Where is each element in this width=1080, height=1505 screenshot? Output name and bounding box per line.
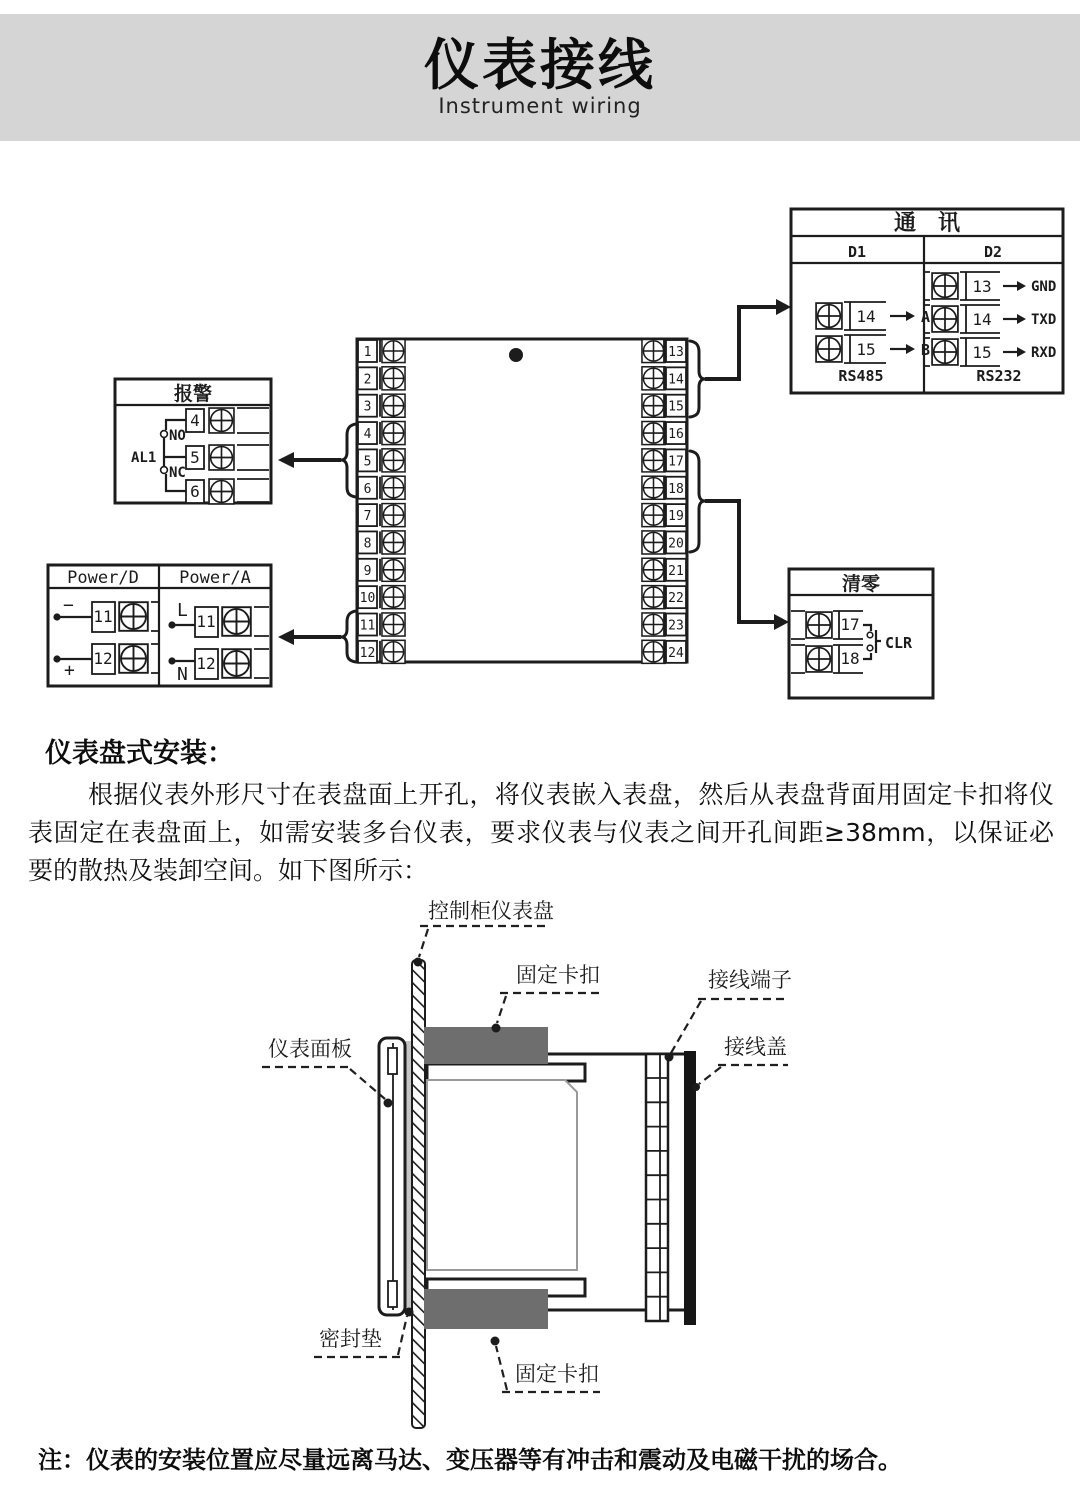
alarm-relay-label: AL1 [131,450,157,466]
terminal-number: 8 [363,536,372,552]
footnote: 注：仪表的安装位置应尽量远离马达、变压器等有冲击和震动及电磁干扰的场合。 [38,1446,902,1474]
comm-terminal-number: 13 [972,277,992,296]
screw-terminal-icon [382,339,405,362]
comm-terminal-number: 15 [856,340,876,359]
terminal-number: 20 [668,536,684,552]
screw-terminal-icon [642,339,665,362]
alarm-terminal-number: 5 [190,448,200,467]
connection-alarm [278,452,341,468]
screw-terminal-icon [642,640,665,663]
screw-terminal-icon [642,422,665,445]
comm-signal-label: RXD [1031,345,1057,361]
title-band [0,14,1080,141]
label-fixing-clip-top [492,963,601,1033]
install-paragraph: 根据仪表外形尺寸在表盘面上开孔，将仪表嵌入表盘，然后从表盘背面用固定卡扣将仪表固定在表盘面上，如需安装多台仪表，要求仪表与仪表之间开孔间距≥38mm，以保证必要的散热及装卸空间。如下图所示： [28,780,1054,885]
terminal-number: 24 [668,645,684,661]
comm-terminal-number: 14 [856,307,876,326]
power-line-symbol: L [177,600,188,621]
screw-terminal-icon [642,367,665,390]
terminal-number: 16 [668,427,684,443]
installation-diagram [250,885,830,1435]
comm-terminal-number: 15 [972,343,992,362]
terminal-number: 11 [359,618,376,634]
brace-17-20 [690,451,705,552]
svg-text:固定卡扣: 固定卡扣 [515,1362,599,1386]
terminal-number: 7 [363,509,372,525]
screw-terminal-icon [642,586,665,609]
power-a-header: Power/A [179,568,251,588]
terminal-number: 23 [668,618,684,634]
screw-terminal-icon [382,504,405,527]
screw-terminal-icon [382,531,405,554]
screw-terminal-icon [642,449,665,472]
screw-terminal-icon [382,586,405,609]
svg-text:固定卡扣: 固定卡扣 [516,963,600,987]
brace-11-12 [341,611,356,662]
clear-switch-label: CLR [885,634,913,652]
power-d-header: Power/D [67,568,139,588]
clip-rail-top [427,1064,585,1081]
alarm-terminal-number: 4 [190,411,200,430]
terminal-number: 14 [668,372,684,388]
terminal-number: 15 [668,399,684,415]
screw-terminal-icon [382,640,405,663]
screw-terminal-icon [382,394,405,417]
screw-terminal-icon [382,613,405,636]
comm-terminal-number: 14 [972,310,992,329]
wiring-cover [684,1051,696,1325]
terminal-number: 12 [359,645,376,661]
comm-d2-header: D2 [983,243,1003,261]
screw-terminal-icon [642,394,665,417]
alarm-terminal-number: 6 [190,482,200,501]
comm-box [791,209,1063,393]
terminal-number: 10 [359,591,376,607]
power-terminal-number: 12 [196,654,216,673]
screw-terminal-icon [382,422,405,445]
terminal-number: 5 [363,454,372,470]
comm-d1-header: D1 [847,243,867,261]
fixing-clip-top [424,1027,548,1064]
power-terminal-number: 12 [93,649,113,668]
power-box [48,565,271,686]
screw-terminal-icon [642,531,665,554]
connection-power [278,629,341,645]
brace-4-6 [341,424,356,497]
comm-signal-label: TXD [1031,312,1057,328]
screw-terminal-icon [642,476,665,499]
connection-clear [705,501,789,630]
terminal-number: 6 [363,481,372,497]
terminal-number: 4 [363,427,372,443]
terminal-number: 9 [363,563,372,579]
label-fixing-clip-bottom [491,1337,601,1393]
terminal-number: 3 [363,399,372,415]
page-subtitle: Instrument wiring [438,94,642,119]
svg-text:接线端子: 接线端子 [708,968,792,992]
screw-terminal-icon [642,613,665,636]
comm-signal-label: GND [1031,279,1057,295]
svg-text:仪表面板: 仪表面板 [268,1037,352,1061]
instrument-case [427,1080,577,1270]
terminal-number: 1 [363,345,372,360]
comm-title: 通 讯 [893,211,961,236]
main-terminal-block [357,339,687,663]
screw-terminal-icon [382,476,405,499]
svg-text:密封垫: 密封垫 [319,1327,382,1351]
cabinet-panel [412,960,425,1428]
wiring-diagram [0,160,1080,740]
comm-signal-label: B [921,341,931,359]
terminal-number: 13 [668,345,684,360]
comm-signal-label: A [921,308,931,326]
power-polarity-symbol: − [63,595,74,616]
power-polarity-symbol: + [64,660,75,681]
screw-terminal-icon [382,367,405,390]
clear-box [789,569,933,698]
power-neutral-symbol: N [177,664,188,685]
connection-comm [705,299,791,379]
terminal-number: 22 [668,591,684,607]
terminal-number: 19 [668,509,684,525]
brace-13-15 [690,341,705,417]
screw-terminal-icon [642,558,665,581]
label-wiring-cover [692,1035,788,1091]
page-title: 仪表接线 [423,32,656,97]
screw-terminal-icon [642,504,665,527]
power-terminal-number: 11 [196,612,216,631]
screw-terminal-icon [382,449,405,472]
screw-terminal-icon [382,558,405,581]
clear-title: 清零 [841,573,881,595]
install-heading: 仪表盘式安装： [45,738,234,769]
svg-text:控制柜仪表盘: 控制柜仪表盘 [428,899,554,923]
terminal-number: 18 [668,481,684,497]
clear-terminal-number: 17 [840,615,860,634]
comm-d2-footer: RS232 [976,367,1022,385]
terminal-strip [646,1054,668,1321]
label-cabinet-panel [414,899,555,967]
fixing-clip-bottom [424,1289,548,1329]
mounting-dot [509,348,523,362]
svg-text:接线盖: 接线盖 [724,1035,787,1059]
terminal-number: 2 [363,372,372,388]
power-terminal-number: 11 [93,607,113,626]
alarm-nc-label: NC [169,465,186,481]
terminal-number: 17 [668,454,684,470]
alarm-box [115,379,271,504]
alarm-title: 报警 [173,383,213,405]
clear-terminal-number: 18 [840,649,860,668]
label-faceplate [262,1037,393,1108]
alarm-no-label: NO [169,428,186,444]
terminal-number: 21 [668,563,684,579]
comm-d1-footer: RS485 [838,367,884,385]
faceplate [379,1038,405,1315]
